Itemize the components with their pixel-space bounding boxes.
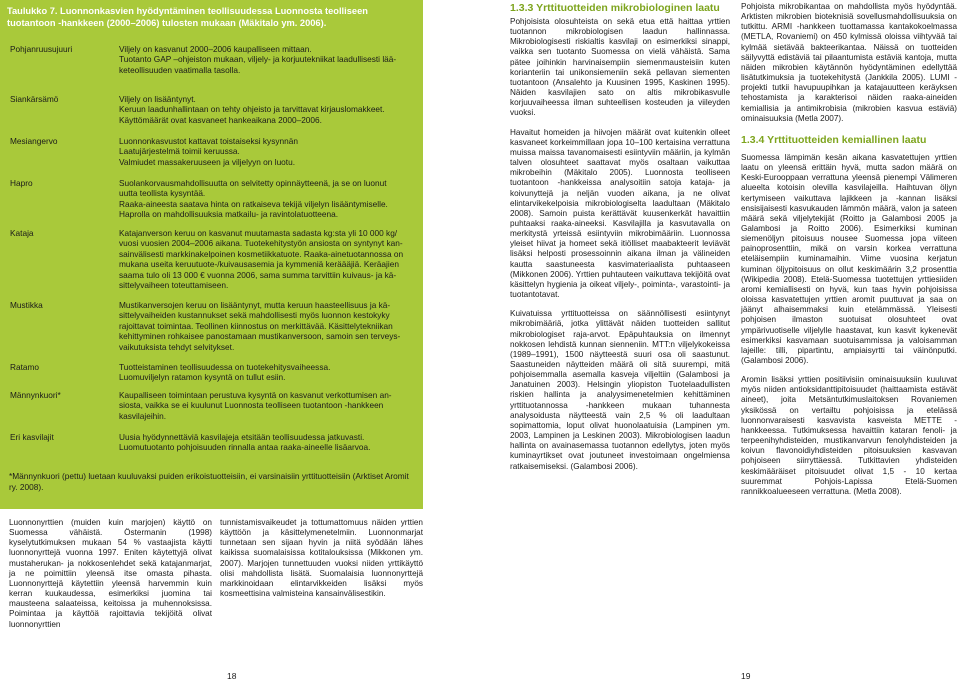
table-row-description: Luonnonkasvustot kattavat toistaiseksi kysynnän Laatujärjestelmä toimii keruussa. Valmiudet massakeruuseen ja viljelyyn on luotu. bbox=[119, 136, 298, 167]
section-heading-1-3-4: 1.3.4 Yrttituotteiden kemiallinen laatu bbox=[741, 133, 927, 146]
table-row-region: Siankärsämö bbox=[10, 94, 59, 104]
body-paragraph: Aromin lisäksi yrttien positiivisiin ominaisuuksiin kuuluvat myös niiden antioksidanttipitoisuudet (haittaamista estävät aineet), joita Metsäntutkimuslaitoksen Rovaniemen yksikössä on vertailtu pohjoisissa ja etelässä luonnonvaraisesti kasvavista kasveista METTE -hankkeessa. Tutkimuksessa havaittiin kataran fenoli- ja terpeenihyhdisteiden, mustikanvarvun fenolyhdisteiden ja koivun flavonoidiyhdisteiden pitoisuuksien kasvavan pohjoiseen siirryttäessä. Tutkittavien yhdisteiden keskimääräiset pitoisuudet olivat 1,5 - 10 kertaa suuremmat Pohjois-Lapissa Etelä-Suomen rannikkoalueeseen verrattuna. (Metla 2008). bbox=[741, 375, 957, 496]
table-row-description: Viljely on kasvanut 2000–2006 kaupalliseen mittaan. Tuotanto GAP –ohjeiston mukaan, viljely- ja korjuutekniikat laadullisesti lää- keteollisuuden vaatimalla tasolla. bbox=[119, 44, 397, 75]
table-row-description: Mustikanversojen keruu on lisääntynyt, mutta keruun haasteellisuus ja kä- sittelyvaiheiden kustannukset sekä mahdollisesti myös luonnon kestokyky rajoittavat toimintaa. Teollinen kiinnostus on merkittävää. Käsittelytekniikan kehittyminen rohkaisee panostamaan mustikanversoon, samoin sen terveys- vaikutuksista tehdyt selvitykset. bbox=[119, 300, 401, 352]
table-row-description: Uusia hyödynnettäviä kasvilajeja etsitään teollisuudessa jatkuvasti. Luomutuotanto pohjoisuuden rinnalla antaa raaka-aineelle lisäarvoa. bbox=[119, 432, 371, 453]
table-7-box bbox=[0, 0, 423, 509]
table-title: Taulukko 7. Luonnonkasvien hyödyntäminen teollisuudessa Luonnosta teolliseen tuotantoon -hankkeen (2000–2006) tulosten mukaan (Mäkitalo ym. 2006). bbox=[7, 6, 368, 28]
body-paragraph: Pohjoisista olosuhteista on sekä etua että haittaa yrttien tuotannon mikrobiologisen laadun hallinnassa. Mikrobiologisesti riskialtis kasvilaji on esimerkiksi sinappi, vaikka sen tuotanto Suomessa on vielä vähäistä. Sama pätee joihinkin harvinaisempiin siemenmausteisiin kuten korianteriin tai unikonsiemeniin sekä pellavan siementen tuotantoon (Ansalehto ja Kuusinen 1995, Kaskinen 1995). Näiden kasvilajien sato on altis mikrobikasvulle korjuuvaiheessa ilman suhteellisen kosteuden ja viileyden vuoksi. bbox=[510, 17, 730, 118]
left-page-column-2 bbox=[220, 518, 423, 599]
table-row-region: Mustikka bbox=[10, 300, 43, 310]
body-paragraph: Kuivatuissa yrttituotteissa on säännöllisesti esiintynyt mikrobimääriä, jotka ylittävät näiden tuotteiden sallitut mikrobiologiset raja-arvot. Epäpuhtauksia on ilmennyt nokkosen lehdistä kunnan sienneniin. MTT:n viljelykokeissa (1989–1991), 1500 näytteestä suuri osa oli saastunut. Saastuneiden näytteiden määrä oli sitä suurempi, mitä pohjoisemmalla asemalla kasveja viljeltiin (Galambosi ja Janatuinen 2003). Helsingin yliopiston Tuotelaadullisten riskien hallinta ja analyysimenetelmien kehittäminen yrttituotannossa -hankkeen mukaan tuhannesta analysoidusta näytteestä vain 2,5 % oli laadultaan sopimattomia, loput olivat huonolaatuisia (Lampinen ym. 2003, Lampinen ja Leskinen 2003). Mikrobiologisen laadun hallinta on avainasemassa tuotannon edellytys, joten myös kuminayrtikset ovat joutuneet investoimaan ongelmiensa ratkaisemiseksi. (Galambosi 2006). bbox=[510, 309, 730, 471]
body-paragraph: Suomessa lämpimän kesän aikana kasvatettujen yrttien laatu on yleensä erittäin hyvä, mutta sadon määrä on Keski-Eurooppaan verrattuna yleensä pienempi Välimeren alueelta kotoisin olevilla kasvilajeilla. Haihtuvan öljyn kertymiseen vaikuttava lajikkeen ja -kannan lisäksi ensisijaisesti kasvukauden lämmön määrä, valon ja sateen määrä sekä viljelytekijät (Roitto ja Galambosi 2005 ja Galambosi ja Roitto 2006). Esimerkiksi kuminan siemenöljyn pitoisuus nousee Suomessa jopa viiteen painoprosenttiin, mikä on varsin korkea verrattuna eteläisempiin kuminamaihin. Viime vuosina kerjatun kuminan öljypitoisuus on ollut keskimäärin 3,2 prosenttia (Wikipedia 2008). Etelä-Suomessa tuotettujen yrttiesiiden aromi kemiallisesti on hyvä, kun taas hyvin pohjoisissa oloissa kasvatettujen yrttien aromit puuttuvat ja saa on jäänyt alhaisemmaksi kuin etelämmässä. Yleisesti pohjoisen ilmaston suotuisat olosuhteet ovat ympärivuotiselle viljelylle haastavat, kun kasvit kykenevät esimerkiksi kasvamaan suotuisammissa ja valoisamman lajeille: tilli, pipartintu, ampiaisyrtti tai väinönputki. (Galambosi 2006). bbox=[741, 152, 957, 365]
body-paragraph: Pohjoista mikrobikantaa on mahdollista myös hyödyntää. Arktisten mikrobien bioteknisiä sovellusmahdollisuuksia on tutkittu. ARMI -hankkeen tuottamassa kantakokoelmassa (METLA, Rovaniemi) on 450 kylmissä oloissa viihtyvää tai kylmää sietävää bakteerikantaa. Näissä on tuotteiden säilyvyttä edistäviä tai pilaantumista estäviä kantoja, mutta näiden mikrobien käytännön hyödyntäminen edellyttää lisätutkimuksia ja tuotekehitystä (Jankkila 2005). LUMI -projekti tutkii havupuupihkan ja katajauutteen keräyksen tehostamista ja karakterisoi näiden raaka-aineiden kemiallisia ja antimikrobisia (mikrobien kasvua estäviä) ominaisuuksia (Metla 2007). bbox=[741, 2, 957, 123]
table-row-region: Pohjanruusujuuri bbox=[10, 44, 73, 54]
table-row-description: Kaupalliseen toimintaan perustuva kysyntä on kasvanut verkottumisen an- siosta, vaikka se ei kuulunut Luonnosta teolliseen tuotantoon -hankkeen kasvilajeihin. bbox=[119, 390, 392, 421]
body-paragraph: Havaitut homeiden ja hiivojen määrät ovat kuitenkin olleet kasvaneet korkeimmillaan jopa 10–100 kertaisina verrattuna muissa maissa tavanomaisesti esiintyviin määriin, ja kylmän talven olosuhteet saattavat myös osaltaan vaikuttaa mikrobeihin (Mäkitalo 2005). Luonnosta teolliseen tuotantoon -hankkeissa analysoitiin satoja kataja- ja koivunyttejä ja neljän vuoden aikana, ja ne olivat elintarvikekelpoisia mikrobiologiselta laadultaan (Mäkitalo 2008). Samoin puista kerättävät kuusenkerkät havaittiin puhtaaksi raaka-aineeksi. Kasvilajilla ja kasvutavalla on merkitystä yrteissä esiintyviin mikrobimääriin. Luonnossa yleiset hiivat ja homeet sekä itiölliset maabakteerit leviävät lisäksi helposti prosessoinnin aikana ilman ja välineiden kautta saastuneesta kasvimateriaalista puhtaaseen (Mikkonen 2006). Yrttien puhtauteen vaikuttava tekijöitä ovat käsittelyn hygienia ja oikeat viljely-, poiminta-, varastointi- ja tuotantotavat. bbox=[510, 127, 730, 300]
body-paragraph: Luonnonyrttien (muiden kuin marjojen) käyttö on Suomessa vähäistä. Östermanin (1998) kyselytutkimuksen mukaan 54 % vastaajista käytti luonnonyrttejä vuonna 1997. Eniten käytettyjä olivat mustaherukan- ja nokkosenlehdet sekä katajanmarjat, ja ne poimittiin yleensä itse omasta pihasta. Luonnonyrttejä käytettiin yleensä harvemmin kuin kerran kuukaudessa, esimerkiksi juomina tai mausteena salaateissa, keitoissa ja muhennoksissa. Poimintaa ja käyttöä rajoittavia tekijöitä olivat luonnonyrttien bbox=[9, 518, 212, 629]
table-row-region: Eri kasvilajit bbox=[10, 432, 54, 442]
table-row-region: Mesiangervo bbox=[10, 136, 58, 146]
body-paragraph: tunnistamisvaikeudet ja tottumattomuus näiden yrttien käyttöön ja käsittelymenetelmiin. Luonnonmarjat tunnetaan sen sijaan hyvin ja niitä syödään lähes kaikissa suomalaisissa kotitalouksissa (Mikkonen ym. 2007). Marjojen tunnettuuden vuoksi niiden yrttikäyttö olisi mahdollista lisätä. Suomalaisia luonnonyrttejä markkinoidaan elintarvikkeiden lisäksi myös kosmeettisina valmisteina kansainvälisestikin. bbox=[220, 518, 423, 599]
table-row-region: Hapro bbox=[10, 178, 33, 188]
table-footnote: *Männynkuori (pettu) luetaan kuuluvaksi puiden erikoistuotteisiin, ei varsinaisiin yrttituotteisiin (Arktiset Aromit ry. 2008). bbox=[9, 471, 409, 492]
table-row-description: Suolankorvausmahdollisuutta on selvitetty opinnäytteenä, ja se on luonut uutta teollista kysyntää. Raaka-aineesta saatava hinta on ratkaiseva tekijä viljelyn lisääntymiselle. Haprolla on mahdollisuuksia matkailu- ja ravintolatuotteena. bbox=[119, 178, 388, 220]
page-number-right: 19 bbox=[741, 671, 751, 681]
left-page-column-1 bbox=[9, 518, 212, 630]
table-row-region: Ratamo bbox=[10, 362, 40, 372]
page-number-left: 18 bbox=[227, 671, 237, 681]
table-row-region: Kataja bbox=[10, 228, 34, 238]
section-heading-1-3-3: 1.3.3 Yrttituotteiden mikrobiologinen laatu bbox=[510, 2, 720, 14]
table-row-description: Viljely on lisääntynyt. Keruun laadunhallintaan on tehty ohjeisto ja tarvittavat kirjauslomakkeet. Käyttömäärät ovat kasvaneet hankeaikana 2000–2006. bbox=[119, 94, 385, 125]
right-page-column-2 bbox=[741, 2, 957, 497]
table-row-description: Katajanverson keruu on kasvanut muutamasta sadasta kg:sta yli 10 000 kg/ vuosi vuosien 2004–2006 aikana. Tuotekehitystyön ansiosta on syntynyt kan- sainvälisesti markkinakelpoinen kosmetiikkatuote. Raaka-ainetuotannossa on mukana useita keruutuote-/kuivausasemia ja kymmeniä keräääjiä. Keräajien saama tulo oli 13 000 € vuonna 2006, sama summa tarvittiin kuivaus- ja kä- sittelyvaiheen toteuttamiseen. bbox=[119, 228, 404, 291]
table-row-region: Männynkuori* bbox=[10, 390, 61, 400]
right-page-column-1 bbox=[510, 2, 730, 472]
table-row-description: Tuotteistaminen teollisuudessa on tuotekehitysvaiheessa. Luomuviljelyn ratamon kysyntä on tullut esiin. bbox=[119, 362, 331, 383]
